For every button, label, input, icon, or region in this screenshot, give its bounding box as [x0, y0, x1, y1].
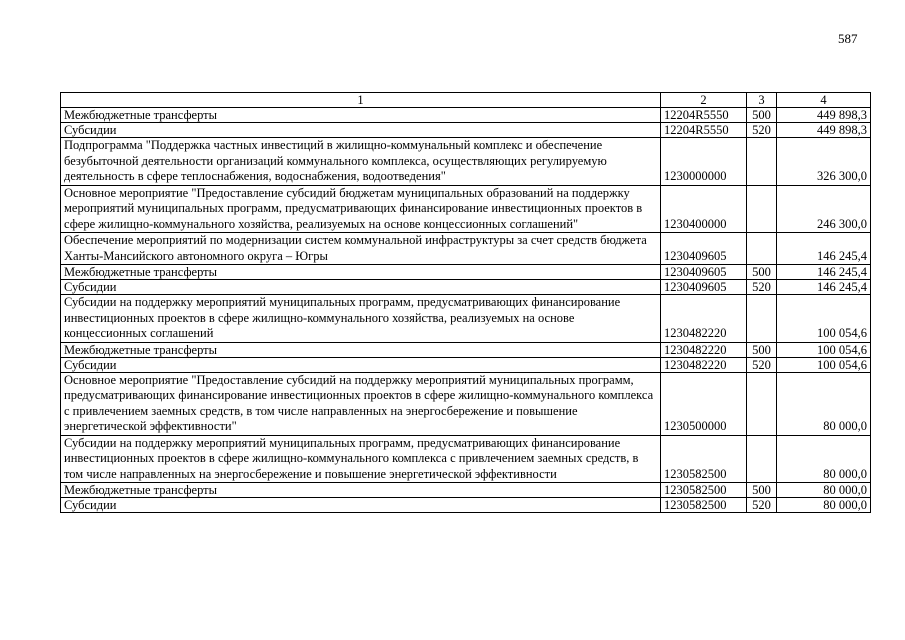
row-amount: 80 000,0 [777, 498, 871, 513]
row-amount: 146 245,4 [777, 233, 871, 265]
row-code: 12204R5550 [661, 123, 747, 138]
table-row [61, 372, 871, 435]
row-name: Субсидии на поддержку мероприятий муниципальных программ, предусматривающих финансирование инвестиционных проектов в сфере жилищно-коммунального комплекса с привлечением заемных средств, в том числе направленных на энергосбережение и повышение энергетической эффективности [61, 435, 661, 483]
row-name: Субсидии [61, 357, 661, 372]
table-row [61, 435, 871, 483]
row-expense-type [747, 138, 777, 186]
row-name: Обеспечение мероприятий по модернизации систем коммунальной инфраструктуры за счет средств бюджета Ханты-Мансийского автономного округа – Югры [61, 233, 661, 265]
row-name: Межбюджетные трансферты [61, 483, 661, 498]
row-amount: 80 000,0 [777, 483, 871, 498]
row-code: 1230409605 [661, 233, 747, 265]
table-row [61, 138, 871, 186]
row-name: Субсидии [61, 498, 661, 513]
table-row [61, 233, 871, 265]
row-name: Субсидии [61, 280, 661, 295]
header-col-3: 3 [747, 93, 777, 108]
row-name: Субсидии на поддержку мероприятий муниципальных программ, предусматривающих финансирование инвестиционных проектов в сфере жилищно-коммунального хозяйства, реализуемых на основе концессионных соглашений [61, 295, 661, 343]
row-amount: 449 898,3 [777, 123, 871, 138]
row-expense-type [747, 295, 777, 343]
row-name: Основное мероприятие "Предоставление субсидий на поддержку мероприятий муниципальных программ, предусматривающих финансирование инвестиционных проектов в сфере жилищно-коммунального комплекса с привлечением заемных средств, в том числе направленных на энергосбережение и повышение энергетической эффективности" [61, 372, 661, 435]
table-row [61, 357, 871, 372]
row-amount: 100 054,6 [777, 295, 871, 343]
row-name: Межбюджетные трансферты [61, 108, 661, 123]
header-col-1: 1 [61, 93, 661, 108]
row-expense-type: 520 [747, 123, 777, 138]
row-expense-type: 500 [747, 483, 777, 498]
row-amount: 326 300,0 [777, 138, 871, 186]
row-name: Межбюджетные трансферты [61, 265, 661, 280]
row-expense-type: 500 [747, 342, 777, 357]
row-expense-type: 520 [747, 357, 777, 372]
row-code: 1230482220 [661, 342, 747, 357]
row-code: 1230500000 [661, 372, 747, 435]
table-row [61, 295, 871, 343]
row-code: 1230400000 [661, 185, 747, 233]
row-code: 1230582500 [661, 483, 747, 498]
row-name: Основное мероприятие "Предоставление субсидий бюджетам муниципальных образований на поддержку мероприятий муниципальных программ, предусматривающих финансирование инвестиционных проектов в сфере жилищно-коммунального хозяйства, реализуемых на основе концессионных соглашений" [61, 185, 661, 233]
table-row [61, 342, 871, 357]
row-name: Субсидии [61, 123, 661, 138]
table-header-row [61, 93, 871, 108]
row-code: 1230409605 [661, 280, 747, 295]
row-amount: 449 898,3 [777, 108, 871, 123]
row-amount: 80 000,0 [777, 435, 871, 483]
row-amount: 146 245,4 [777, 280, 871, 295]
row-expense-type [747, 372, 777, 435]
row-name: Межбюджетные трансферты [61, 342, 661, 357]
table-row [61, 498, 871, 513]
row-expense-type [747, 435, 777, 483]
row-code: 1230482220 [661, 357, 747, 372]
header-col-2: 2 [661, 93, 747, 108]
row-expense-type: 500 [747, 265, 777, 280]
row-amount: 246 300,0 [777, 185, 871, 233]
table-row [61, 108, 871, 123]
header-col-4: 4 [777, 93, 871, 108]
row-amount: 100 054,6 [777, 342, 871, 357]
row-expense-type [747, 233, 777, 265]
row-amount: 146 245,4 [777, 265, 871, 280]
table-row [61, 483, 871, 498]
row-code: 1230409605 [661, 265, 747, 280]
row-name: Подпрограмма "Поддержка частных инвестиций в жилищно-коммунальный комплекс и обеспечение безубыточной деятельности организаций коммунального комплекса, осуществляющих регулируемую деятельность в сфере теплоснабжения, водоснабжения, водоотведения" [61, 138, 661, 186]
table-row [61, 123, 871, 138]
budget-table [60, 92, 871, 513]
page-number: 587 [838, 31, 858, 46]
row-expense-type [747, 185, 777, 233]
row-amount: 80 000,0 [777, 372, 871, 435]
table-row [61, 185, 871, 233]
row-expense-type: 520 [747, 498, 777, 513]
row-code: 1230582500 [661, 498, 747, 513]
row-code: 1230582500 [661, 435, 747, 483]
row-code: 1230482220 [661, 295, 747, 343]
row-amount: 100 054,6 [777, 357, 871, 372]
row-expense-type: 500 [747, 108, 777, 123]
row-expense-type: 520 [747, 280, 777, 295]
table-row [61, 265, 871, 280]
row-code: 12204R5550 [661, 108, 747, 123]
table-row [61, 280, 871, 295]
row-code: 1230000000 [661, 138, 747, 186]
